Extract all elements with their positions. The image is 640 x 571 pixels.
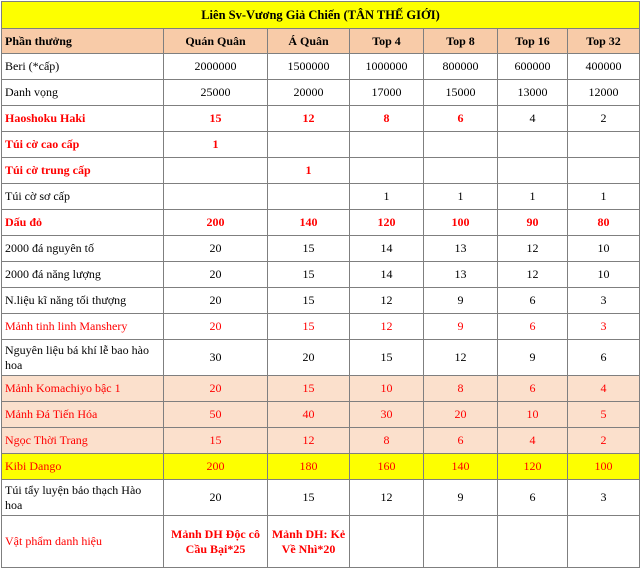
row-value-col-3: 14 <box>350 262 424 288</box>
table-row <box>2 132 640 158</box>
row-value-col-3: 30 <box>350 402 424 428</box>
table-row <box>2 480 640 516</box>
row-value-col-2: 1500000 <box>268 54 350 80</box>
row-value-col-3: 120 <box>350 210 424 236</box>
col-header-top16: Top 16 <box>498 29 568 54</box>
table-row <box>2 428 640 454</box>
table-row <box>2 184 640 210</box>
row-label: Mảnh tinh linh Manshery <box>2 314 164 340</box>
row-value-col-6: 400000 <box>568 54 640 80</box>
row-value-col-2: 15 <box>268 288 350 314</box>
row-value-col-3: 8 <box>350 428 424 454</box>
row-label: Nguyên liệu bá khí lễ bao hào hoa <box>2 340 164 376</box>
table-title: Liên Sv-Vương Giả Chiến (TÂN THẾ GIỚI) <box>2 2 640 29</box>
row-value-col-5: 4 <box>498 428 568 454</box>
row-label: Kibi Dango <box>2 454 164 480</box>
row-value-col-4: 12 <box>424 340 498 376</box>
row-value-col-4: 20 <box>424 402 498 428</box>
row-value-col-6: 10 <box>568 236 640 262</box>
row-label: Ngọc Thời Trang <box>2 428 164 454</box>
table-row <box>2 454 640 480</box>
row-value-col-1 <box>164 158 268 184</box>
row-value-col-5: 4 <box>498 106 568 132</box>
row-value-col-1: 50 <box>164 402 268 428</box>
row-value-col-4 <box>424 158 498 184</box>
row-value-col-5: 6 <box>498 314 568 340</box>
row-value-col-2: 180 <box>268 454 350 480</box>
table-row <box>2 262 640 288</box>
row-value-col-5: 10 <box>498 402 568 428</box>
row-value-col-4: 6 <box>424 428 498 454</box>
row-label: Túi cờ trung cấp <box>2 158 164 184</box>
table-row <box>2 402 640 428</box>
row-value-col-5: 600000 <box>498 54 568 80</box>
row-value-col-2: 1 <box>268 158 350 184</box>
row-value-col-4 <box>424 516 498 568</box>
row-value-col-5: 6 <box>498 288 568 314</box>
row-value-col-1: 1 <box>164 132 268 158</box>
row-value-col-6: 6 <box>568 340 640 376</box>
header-row <box>2 29 640 54</box>
row-value-col-5: 12 <box>498 262 568 288</box>
row-value-col-3: 12 <box>350 480 424 516</box>
row-value-col-6: 4 <box>568 376 640 402</box>
row-value-col-2 <box>268 132 350 158</box>
row-value-col-3: 12 <box>350 314 424 340</box>
row-value-col-4 <box>424 132 498 158</box>
row-value-col-1: 20 <box>164 262 268 288</box>
row-value-col-6: 5 <box>568 402 640 428</box>
table-row <box>2 80 640 106</box>
row-value-col-1: 20 <box>164 314 268 340</box>
col-header-top4: Top 4 <box>350 29 424 54</box>
row-value-col-6: 10 <box>568 262 640 288</box>
table-row <box>2 158 640 184</box>
row-value-col-4: 1 <box>424 184 498 210</box>
row-label: Vật phẩm danh hiệu <box>2 516 164 568</box>
row-value-col-6: 80 <box>568 210 640 236</box>
row-value-col-3: 8 <box>350 106 424 132</box>
row-value-col-4: 9 <box>424 288 498 314</box>
row-value-col-2: 15 <box>268 480 350 516</box>
row-value-col-6: 3 <box>568 480 640 516</box>
row-value-col-6: 1 <box>568 184 640 210</box>
row-value-col-5: 6 <box>498 480 568 516</box>
col-header-top8: Top 8 <box>424 29 498 54</box>
row-value-col-1: 15 <box>164 106 268 132</box>
row-label: Beri (*cấp) <box>2 54 164 80</box>
row-value-col-1: 20 <box>164 376 268 402</box>
row-value-col-2: 20000 <box>268 80 350 106</box>
row-value-col-3 <box>350 158 424 184</box>
col-header-runner-up: Á Quân <box>268 29 350 54</box>
row-value-col-1: 2000000 <box>164 54 268 80</box>
row-value-col-3: 1000000 <box>350 54 424 80</box>
row-label: Túi cờ sơ cấp <box>2 184 164 210</box>
row-value-col-3: 14 <box>350 236 424 262</box>
row-value-col-3 <box>350 132 424 158</box>
row-value-col-6: 3 <box>568 314 640 340</box>
row-value-col-6: 3 <box>568 288 640 314</box>
row-value-col-4: 9 <box>424 314 498 340</box>
row-value-col-5: 9 <box>498 340 568 376</box>
row-value-col-4: 100 <box>424 210 498 236</box>
row-value-col-2: 15 <box>268 236 350 262</box>
row-label: 2000 đá nguyên tố <box>2 236 164 262</box>
row-value-col-5: 90 <box>498 210 568 236</box>
row-value-col-3: 1 <box>350 184 424 210</box>
title-row <box>2 2 640 29</box>
row-value-col-1: 25000 <box>164 80 268 106</box>
row-value-col-4: 6 <box>424 106 498 132</box>
row-value-col-6: 100 <box>568 454 640 480</box>
col-header-reward: Phần thưởng <box>2 29 164 54</box>
row-value-col-3: 10 <box>350 376 424 402</box>
row-value-col-6: 12000 <box>568 80 640 106</box>
row-value-col-4: 800000 <box>424 54 498 80</box>
row-value-col-1 <box>164 184 268 210</box>
row-value-col-1: 20 <box>164 288 268 314</box>
row-value-col-5 <box>498 158 568 184</box>
row-value-col-1: 20 <box>164 236 268 262</box>
table-row <box>2 106 640 132</box>
row-label: 2000 đá năng lượng <box>2 262 164 288</box>
row-label: N.liệu kĩ năng tối thượng <box>2 288 164 314</box>
row-value-col-2: 12 <box>268 428 350 454</box>
row-label: Túi tẩy luyện bảo thạch Hào hoa <box>2 480 164 516</box>
table-row <box>2 236 640 262</box>
row-value-col-2: 40 <box>268 402 350 428</box>
col-header-champion: Quán Quân <box>164 29 268 54</box>
row-label: Haoshoku Haki <box>2 106 164 132</box>
row-value-col-2 <box>268 184 350 210</box>
row-value-col-6 <box>568 158 640 184</box>
row-value-col-2: Mảnh DH: Kẻ Về Nhì*20 <box>268 516 350 568</box>
row-label: Dấu đỏ <box>2 210 164 236</box>
row-value-col-2: 20 <box>268 340 350 376</box>
row-value-col-3: 160 <box>350 454 424 480</box>
row-value-col-3: 15 <box>350 340 424 376</box>
row-value-col-1: 30 <box>164 340 268 376</box>
row-value-col-2: 15 <box>268 376 350 402</box>
table-row <box>2 314 640 340</box>
row-value-col-5: 120 <box>498 454 568 480</box>
row-value-col-5 <box>498 132 568 158</box>
row-value-col-3: 17000 <box>350 80 424 106</box>
table-row <box>2 210 640 236</box>
row-value-col-2: 12 <box>268 106 350 132</box>
row-value-col-1: 200 <box>164 210 268 236</box>
row-value-col-4: 13 <box>424 262 498 288</box>
row-value-col-2: 15 <box>268 314 350 340</box>
row-value-col-5: 6 <box>498 376 568 402</box>
row-value-col-4: 15000 <box>424 80 498 106</box>
row-value-col-6: 2 <box>568 106 640 132</box>
table-body <box>2 2 640 568</box>
table-row <box>2 54 640 80</box>
row-label: Túi cờ cao cấp <box>2 132 164 158</box>
row-value-col-4: 9 <box>424 480 498 516</box>
table-row <box>2 340 640 376</box>
row-value-col-5 <box>498 516 568 568</box>
table-row <box>2 516 640 568</box>
row-value-col-5: 12 <box>498 236 568 262</box>
row-label: Mảnh Đá Tiến Hóa <box>2 402 164 428</box>
row-label: Mảnh Komachiyo bậc 1 <box>2 376 164 402</box>
row-value-col-2: 140 <box>268 210 350 236</box>
row-value-col-2: 15 <box>268 262 350 288</box>
row-value-col-1: 20 <box>164 480 268 516</box>
row-value-col-4: 140 <box>424 454 498 480</box>
table-row <box>2 376 640 402</box>
row-value-col-3: 12 <box>350 288 424 314</box>
row-label: Danh vọng <box>2 80 164 106</box>
row-value-col-1: Mảnh DH Độc cô Cầu Bại*25 <box>164 516 268 568</box>
row-value-col-6 <box>568 516 640 568</box>
row-value-col-3 <box>350 516 424 568</box>
row-value-col-6: 2 <box>568 428 640 454</box>
table-row <box>2 288 640 314</box>
rewards-table <box>1 1 640 568</box>
row-value-col-5: 1 <box>498 184 568 210</box>
row-value-col-1: 15 <box>164 428 268 454</box>
row-value-col-1: 200 <box>164 454 268 480</box>
col-header-top32: Top 32 <box>568 29 640 54</box>
row-value-col-5: 13000 <box>498 80 568 106</box>
row-value-col-4: 13 <box>424 236 498 262</box>
row-value-col-6 <box>568 132 640 158</box>
row-value-col-4: 8 <box>424 376 498 402</box>
